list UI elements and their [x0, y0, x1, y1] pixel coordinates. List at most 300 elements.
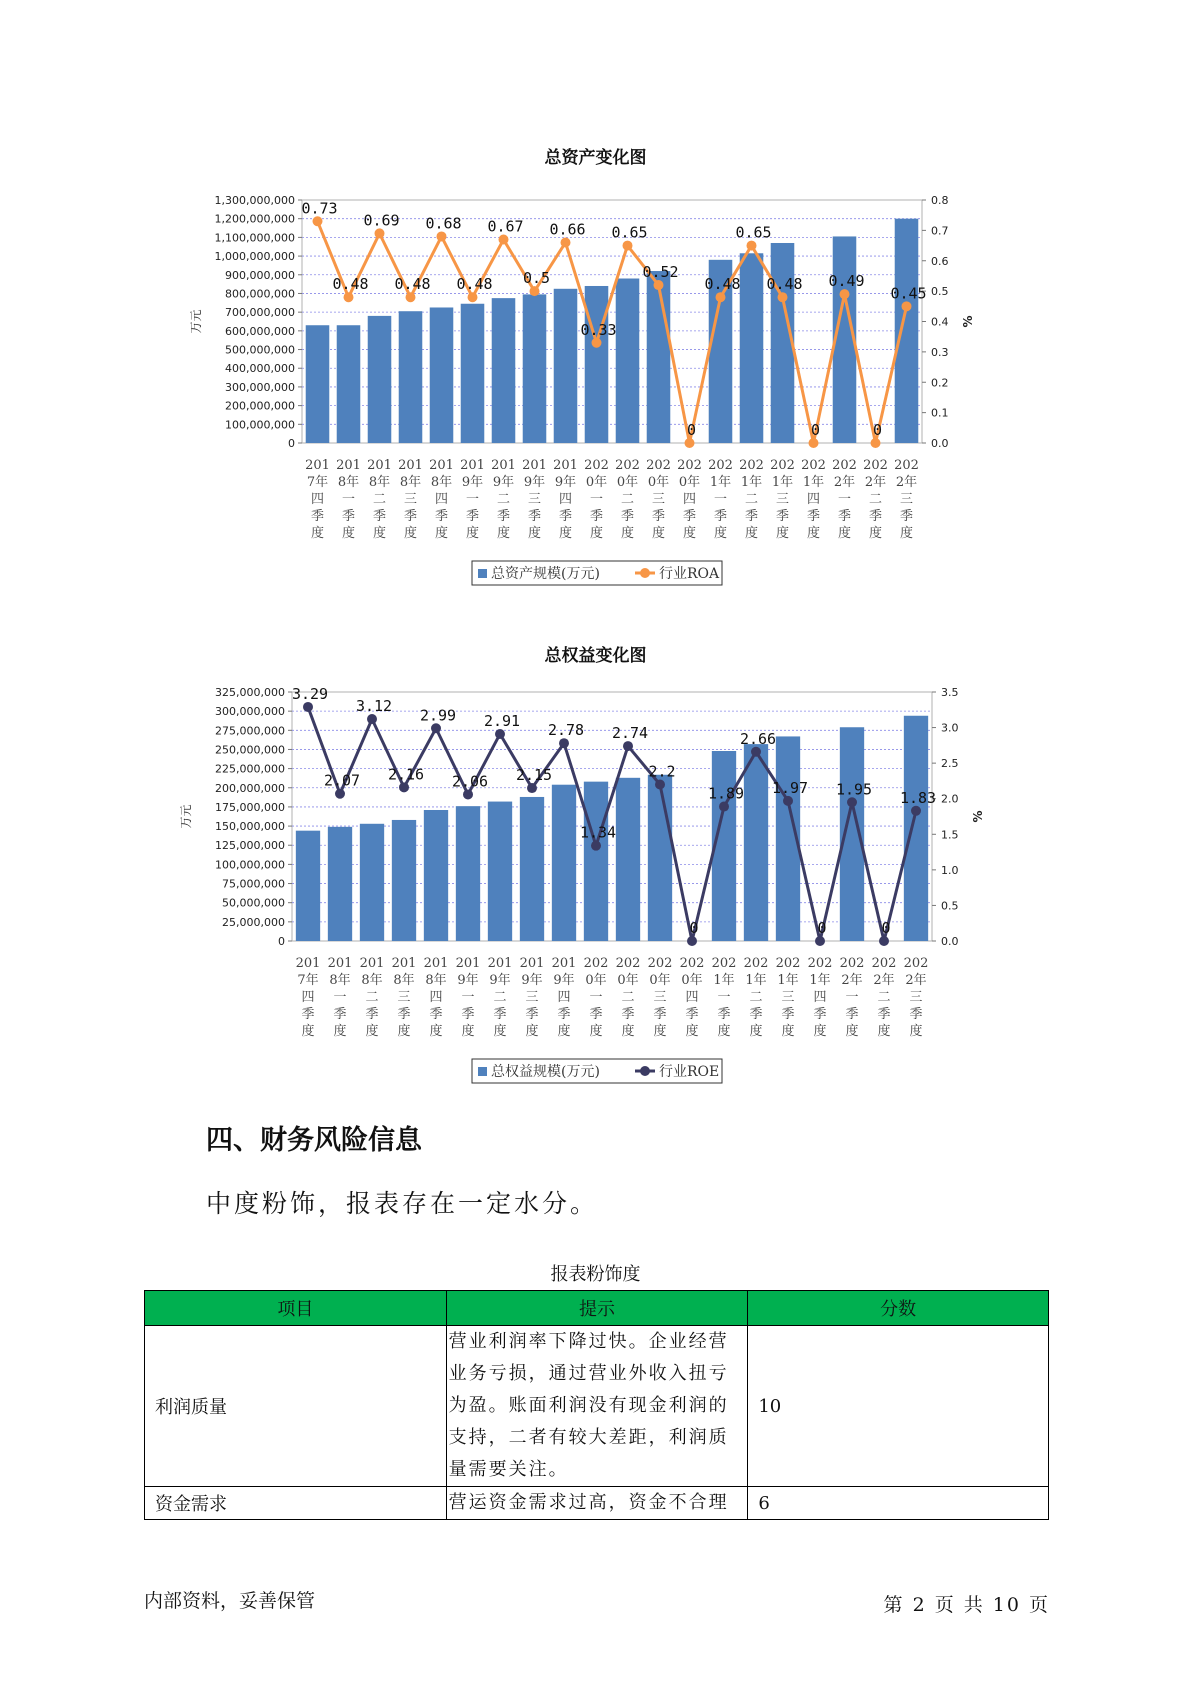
x-tick-text: 度	[461, 1024, 475, 1039]
x-tick-text: 度	[372, 526, 387, 541]
x-tick-text: 季	[781, 1007, 795, 1022]
bar	[520, 797, 544, 941]
point-label: 2.66	[739, 729, 777, 748]
y2-tick-label: 1.0	[941, 863, 959, 877]
x-tick-label	[894, 458, 919, 541]
y2-axis-label: %	[971, 810, 985, 823]
x-tick-text: 季	[837, 509, 852, 524]
y-axis-label: 万元	[189, 309, 203, 334]
point-label: 1.34	[579, 823, 617, 842]
x-tick-text: 二	[621, 990, 635, 1005]
table-row	[145, 1326, 1049, 1487]
bar	[552, 785, 576, 941]
x-tick-text: 9年	[492, 475, 515, 490]
x-tick-text: 度	[557, 1024, 571, 1039]
x-tick-text: 8年	[425, 973, 447, 988]
legend-line-label: 行业ROA	[659, 566, 720, 582]
y2-tick-label: 0.0	[931, 437, 949, 450]
x-tick-text: 二	[868, 492, 883, 507]
x-tick-label	[491, 458, 516, 541]
x-tick-text: 四	[301, 990, 315, 1005]
bar	[744, 744, 768, 941]
line-point	[303, 702, 313, 712]
line-point	[655, 779, 665, 789]
point-label: 0.65	[611, 223, 648, 242]
line-point	[778, 292, 788, 302]
y-tick-label: 75,000,000	[222, 877, 285, 891]
line-point	[847, 797, 857, 807]
x-tick-text: 度	[310, 526, 325, 541]
x-tick-label	[392, 956, 417, 1039]
x-tick-text: 8年	[361, 973, 383, 988]
y-tick-label: 300,000,000	[215, 705, 285, 719]
x-tick-text: 四	[429, 990, 443, 1005]
x-tick-label	[367, 458, 392, 541]
x-tick-text: 201	[487, 956, 513, 971]
y-tick-label: 900,000,000	[225, 268, 295, 282]
y-tick-label: 200,000,000	[215, 781, 285, 795]
x-tick-label	[429, 458, 454, 541]
x-tick-text: 季	[717, 1007, 731, 1022]
x-tick-text: 7年	[297, 973, 319, 988]
bar	[488, 802, 512, 941]
bar	[461, 304, 485, 443]
line-point	[499, 234, 509, 244]
y2-tick-label: 0.7	[931, 224, 949, 238]
x-tick-text: 四	[813, 990, 827, 1005]
line-point	[911, 806, 921, 816]
x-tick-label	[522, 458, 547, 541]
x-tick-text: 9年	[489, 973, 511, 988]
x-tick-text: 一	[465, 492, 480, 507]
x-tick-text: 201	[327, 956, 353, 971]
x-tick-text: 一	[341, 492, 356, 507]
x-tick-text: 1年	[740, 475, 763, 490]
bar	[647, 271, 671, 443]
legend-bar-label: 总资产规模(万元)	[491, 566, 600, 582]
x-tick-text: 季	[558, 509, 573, 524]
x-tick-text: 季	[620, 509, 635, 524]
line-point	[809, 438, 819, 448]
y-tick-label: 50,000,000	[222, 896, 285, 910]
x-tick-label	[552, 956, 577, 1039]
x-tick-label	[648, 956, 673, 1039]
x-tick-label	[708, 458, 733, 541]
point-label: 0	[872, 421, 883, 439]
y-tick-label: 100,000,000	[215, 858, 285, 872]
x-tick-text: 三	[781, 990, 795, 1005]
x-tick-text: 度	[333, 1024, 347, 1039]
point-label: 2.74	[611, 724, 649, 743]
x-tick-text: 度	[434, 526, 449, 541]
y-tick-label: 200,000,000	[225, 399, 295, 413]
x-tick-text: 0年	[649, 973, 671, 988]
x-tick-label	[456, 956, 481, 1039]
x-tick-text: 202	[615, 458, 640, 473]
x-tick-text: 季	[845, 1007, 859, 1022]
y2-tick-label: 1.5	[941, 828, 959, 842]
x-tick-text: 季	[525, 1007, 539, 1022]
line-point	[406, 292, 416, 302]
x-tick-text: 季	[685, 1007, 699, 1022]
header-item: 项目	[145, 1291, 447, 1326]
x-tick-label	[520, 956, 545, 1039]
x-tick-label	[739, 458, 764, 541]
x-tick-text: 1年	[709, 475, 732, 490]
y-tick-label: 100,000,000	[225, 418, 295, 432]
bar	[740, 253, 764, 443]
x-tick-text: 0年	[617, 973, 639, 988]
x-tick-label	[615, 458, 640, 541]
x-tick-text: 四	[310, 492, 325, 507]
point-label: 0.5	[522, 269, 551, 288]
x-tick-text: 2年	[841, 973, 863, 988]
x-tick-text: 季	[496, 509, 511, 524]
x-tick-text: 季	[403, 509, 418, 524]
line-point	[591, 841, 601, 851]
bar	[456, 806, 480, 941]
x-tick-text: 度	[397, 1024, 411, 1039]
y-tick-label: 150,000,000	[215, 820, 285, 834]
x-tick-text: 202	[711, 956, 737, 971]
y-tick-label: 300,000,000	[225, 380, 295, 394]
point-label: 0.67	[487, 217, 524, 236]
x-tick-text: 三	[525, 990, 539, 1005]
bar	[306, 325, 330, 443]
x-tick-text: 一	[717, 990, 731, 1005]
line-point	[437, 231, 447, 241]
point-label: 0.65	[735, 223, 772, 242]
x-tick-text: 二	[877, 990, 891, 1005]
y2-tick-label: 0.1	[931, 406, 949, 420]
x-tick-label	[801, 458, 826, 541]
x-tick-text: 二	[744, 492, 759, 507]
x-tick-text: 三	[653, 990, 667, 1005]
x-tick-text: 9年	[461, 475, 484, 490]
x-tick-text: 度	[806, 526, 821, 541]
x-tick-text: 9年	[521, 973, 543, 988]
x-tick-text: 度	[341, 526, 356, 541]
total-equity-chart	[0, 678, 1191, 1090]
line-point	[375, 228, 385, 238]
x-tick-text: 201	[429, 458, 454, 473]
x-tick-text: 度	[493, 1024, 507, 1039]
legend-line-label: 行业ROE	[659, 1064, 720, 1080]
legend-line-marker	[640, 1066, 650, 1076]
x-tick-text: 度	[589, 526, 604, 541]
bar	[430, 307, 454, 443]
point-label: 0.69	[363, 211, 400, 230]
x-tick-text: 度	[682, 526, 697, 541]
x-tick-text: 202	[903, 956, 929, 971]
row-item: 利润质量	[145, 1326, 447, 1487]
x-tick-text: 202	[677, 458, 702, 473]
x-tick-label	[680, 956, 705, 1039]
x-tick-text: 202	[615, 956, 641, 971]
x-tick-text: 201	[359, 956, 385, 971]
x-tick-text: 季	[527, 509, 542, 524]
x-tick-text: 四	[434, 492, 449, 507]
x-tick-label	[460, 458, 485, 541]
line-point	[902, 301, 912, 311]
y-tick-label: 1,300,000,000	[214, 194, 295, 207]
bar	[616, 778, 640, 941]
x-tick-text: 0年	[678, 475, 701, 490]
x-tick-text: 202	[807, 956, 833, 971]
line-point	[687, 936, 697, 946]
table-caption: 报表粉饰度	[550, 1264, 641, 1285]
bar	[399, 311, 423, 443]
line-point	[783, 796, 793, 806]
y-tick-label: 1,100,000,000	[214, 231, 295, 245]
line-point	[879, 936, 889, 946]
x-tick-text: 201	[336, 458, 361, 473]
x-tick-text: 度	[877, 1024, 891, 1039]
point-label: 2.06	[451, 772, 489, 791]
x-tick-text: 1年	[809, 973, 831, 988]
y-tick-label: 400,000,000	[225, 362, 295, 376]
header-hint: 提示	[446, 1291, 748, 1326]
line-point	[815, 936, 825, 946]
bar	[296, 831, 320, 941]
x-tick-text: 二	[365, 990, 379, 1005]
x-tick-text: 季	[372, 509, 387, 524]
x-tick-text: 9年	[554, 475, 577, 490]
x-tick-label	[584, 956, 609, 1039]
y2-tick-label: 0.5	[931, 285, 949, 299]
x-tick-text: 8年	[393, 973, 415, 988]
x-tick-text: 季	[909, 1007, 923, 1022]
x-tick-text: 度	[496, 526, 511, 541]
x-tick-text: 一	[713, 492, 728, 507]
x-tick-text: 201	[367, 458, 392, 473]
x-tick-text: 二	[372, 492, 387, 507]
point-label: 2.91	[483, 711, 521, 730]
x-tick-text: 四	[682, 492, 697, 507]
point-label: 0.49	[828, 272, 865, 291]
point-label: 3.12	[355, 697, 393, 716]
line-point	[561, 238, 571, 248]
x-tick-text: 度	[775, 526, 790, 541]
line-point	[592, 338, 602, 348]
point-label: 0	[810, 421, 821, 439]
y-tick-label: 125,000,000	[215, 839, 285, 853]
x-tick-text: 度	[620, 526, 635, 541]
x-tick-label	[305, 458, 330, 541]
y2-tick-label: 0.5	[941, 899, 959, 913]
x-tick-text: 度	[781, 1024, 795, 1039]
x-tick-label	[776, 956, 801, 1039]
y2-tick-label: 0.2	[931, 376, 949, 390]
x-tick-text: 8年	[368, 475, 391, 490]
x-tick-text: 201	[398, 458, 423, 473]
x-tick-text: 二	[496, 492, 511, 507]
x-tick-text: 202	[863, 458, 888, 473]
x-tick-text: 201	[491, 458, 516, 473]
x-tick-text: 202	[871, 956, 897, 971]
x-tick-text: 三	[527, 492, 542, 507]
x-tick-text: 四	[806, 492, 821, 507]
bar	[392, 820, 416, 941]
x-tick-text: 季	[465, 509, 480, 524]
point-label: 2.2	[648, 762, 676, 781]
y2-axis-label: %	[961, 315, 975, 328]
line-point	[623, 241, 633, 251]
x-tick-text: 度	[685, 1024, 699, 1039]
bar	[368, 316, 392, 443]
point-label: 1.83	[899, 788, 937, 807]
x-tick-text: 2年	[864, 475, 887, 490]
table-header-row	[145, 1291, 1049, 1326]
y2-tick-label: 0.0	[941, 935, 959, 948]
y2-tick-label: 2.5	[941, 757, 959, 771]
row-score: 6	[748, 1487, 1049, 1520]
x-tick-text: 9年	[457, 973, 479, 988]
y2-tick-label: 0.4	[931, 315, 949, 329]
point-label: 2.07	[323, 771, 361, 790]
x-tick-text: 0年	[585, 475, 608, 490]
x-tick-text: 201	[460, 458, 485, 473]
x-tick-label	[904, 956, 929, 1039]
x-tick-text: 202	[679, 956, 705, 971]
line-point	[747, 241, 757, 251]
x-tick-text: 8年	[329, 973, 351, 988]
x-tick-label	[328, 956, 353, 1039]
point-label: 1.97	[771, 778, 809, 797]
x-tick-text: 202	[743, 956, 769, 971]
x-tick-text: 0年	[681, 973, 703, 988]
x-tick-text: 202	[646, 458, 671, 473]
x-tick-text: 202	[775, 956, 801, 971]
bar	[904, 716, 928, 941]
point-label: 0.66	[549, 220, 586, 239]
x-tick-text: 季	[341, 509, 356, 524]
y2-tick-label: 2.0	[941, 792, 959, 806]
line-point	[751, 747, 761, 757]
x-tick-text: 季	[365, 1007, 379, 1022]
bar	[523, 294, 547, 443]
x-tick-text: 度	[813, 1024, 827, 1039]
x-tick-text: 1年	[777, 973, 799, 988]
x-tick-text: 二	[749, 990, 763, 1005]
x-tick-text: 三	[403, 492, 418, 507]
x-tick-text: 8年	[399, 475, 422, 490]
x-tick-text: 度	[837, 526, 852, 541]
bar	[648, 775, 672, 941]
x-tick-text: 季	[589, 509, 604, 524]
section-intro: 中度粉饰，报表存在一定水分。	[206, 1189, 599, 1218]
x-tick-text: 度	[429, 1024, 443, 1039]
x-tick-text: 202	[801, 458, 826, 473]
x-tick-text: 201	[551, 956, 577, 971]
x-tick-label	[863, 458, 888, 541]
x-tick-label	[712, 956, 737, 1039]
bar	[585, 286, 609, 443]
point-label: 0.48	[394, 275, 431, 294]
x-tick-text: 201	[295, 956, 321, 971]
x-tick-text: 季	[461, 1007, 475, 1022]
legend	[472, 561, 722, 585]
x-tick-text: 一	[589, 990, 603, 1005]
header-score: 分数	[748, 1291, 1049, 1326]
line-point	[623, 741, 633, 751]
x-tick-text: 度	[525, 1024, 539, 1039]
x-tick-label	[398, 458, 423, 541]
x-tick-text: 季	[744, 509, 759, 524]
x-tick-text: 8年	[430, 475, 453, 490]
x-tick-text: 202	[770, 458, 795, 473]
x-tick-text: 季	[301, 1007, 315, 1022]
line-point	[530, 286, 540, 296]
x-tick-text: 三	[899, 492, 914, 507]
x-tick-text: 二	[620, 492, 635, 507]
x-tick-text: 季	[310, 509, 325, 524]
x-tick-text: 三	[397, 990, 411, 1005]
x-tick-label	[584, 458, 609, 541]
y2-tick-label: 0.3	[931, 345, 949, 359]
line-point	[527, 783, 537, 793]
line-point	[559, 738, 569, 748]
row-hint: 营运资金需求过高，资金不合理	[446, 1487, 748, 1520]
point-label: 0.68	[425, 214, 462, 233]
x-tick-text: 9年	[553, 973, 575, 988]
x-tick-text: 季	[434, 509, 449, 524]
x-tick-text: 一	[333, 990, 347, 1005]
point-label: 2.16	[387, 765, 425, 784]
point-label: 0.73	[301, 199, 338, 218]
x-tick-text: 9年	[523, 475, 546, 490]
bar	[424, 810, 448, 941]
line-point	[463, 789, 473, 799]
x-tick-text: 二	[493, 990, 507, 1005]
line-point	[399, 782, 409, 792]
legend-line-marker	[640, 568, 650, 578]
x-tick-text: 0年	[647, 475, 670, 490]
x-tick-text: 202	[647, 956, 673, 971]
x-tick-text: 四	[557, 990, 571, 1005]
point-label: 0.48	[766, 275, 803, 294]
x-tick-text: 季	[682, 509, 697, 524]
y-tick-label: 800,000,000	[225, 287, 295, 301]
line-point	[685, 438, 695, 448]
bar	[584, 782, 608, 941]
chart-title-equity: 总权益变化图	[544, 646, 647, 666]
line-point	[431, 723, 441, 733]
x-tick-text: 度	[653, 1024, 667, 1039]
x-tick-text: 季	[493, 1007, 507, 1022]
footer-confidential: 内部资料，妥善保管	[144, 1590, 316, 1612]
row-item: 资金需求	[145, 1487, 447, 1520]
x-tick-text: 度	[589, 1024, 603, 1039]
x-tick-text: 四	[685, 990, 699, 1005]
line-point	[840, 289, 850, 299]
x-tick-label	[744, 956, 769, 1039]
point-label: 1.89	[707, 784, 745, 803]
x-tick-label	[646, 458, 671, 541]
row-score: 10	[748, 1326, 1049, 1487]
x-tick-text: 季	[429, 1007, 443, 1022]
x-tick-label	[840, 956, 865, 1039]
line-point	[344, 292, 354, 302]
x-tick-label	[488, 956, 513, 1039]
x-tick-text: 季	[589, 1007, 603, 1022]
point-label: 0	[689, 919, 699, 937]
x-tick-text: 季	[397, 1007, 411, 1022]
line-point	[654, 280, 664, 290]
point-label: 2.99	[419, 706, 457, 725]
x-tick-text: 季	[653, 1007, 667, 1022]
x-tick-text: 季	[813, 1007, 827, 1022]
